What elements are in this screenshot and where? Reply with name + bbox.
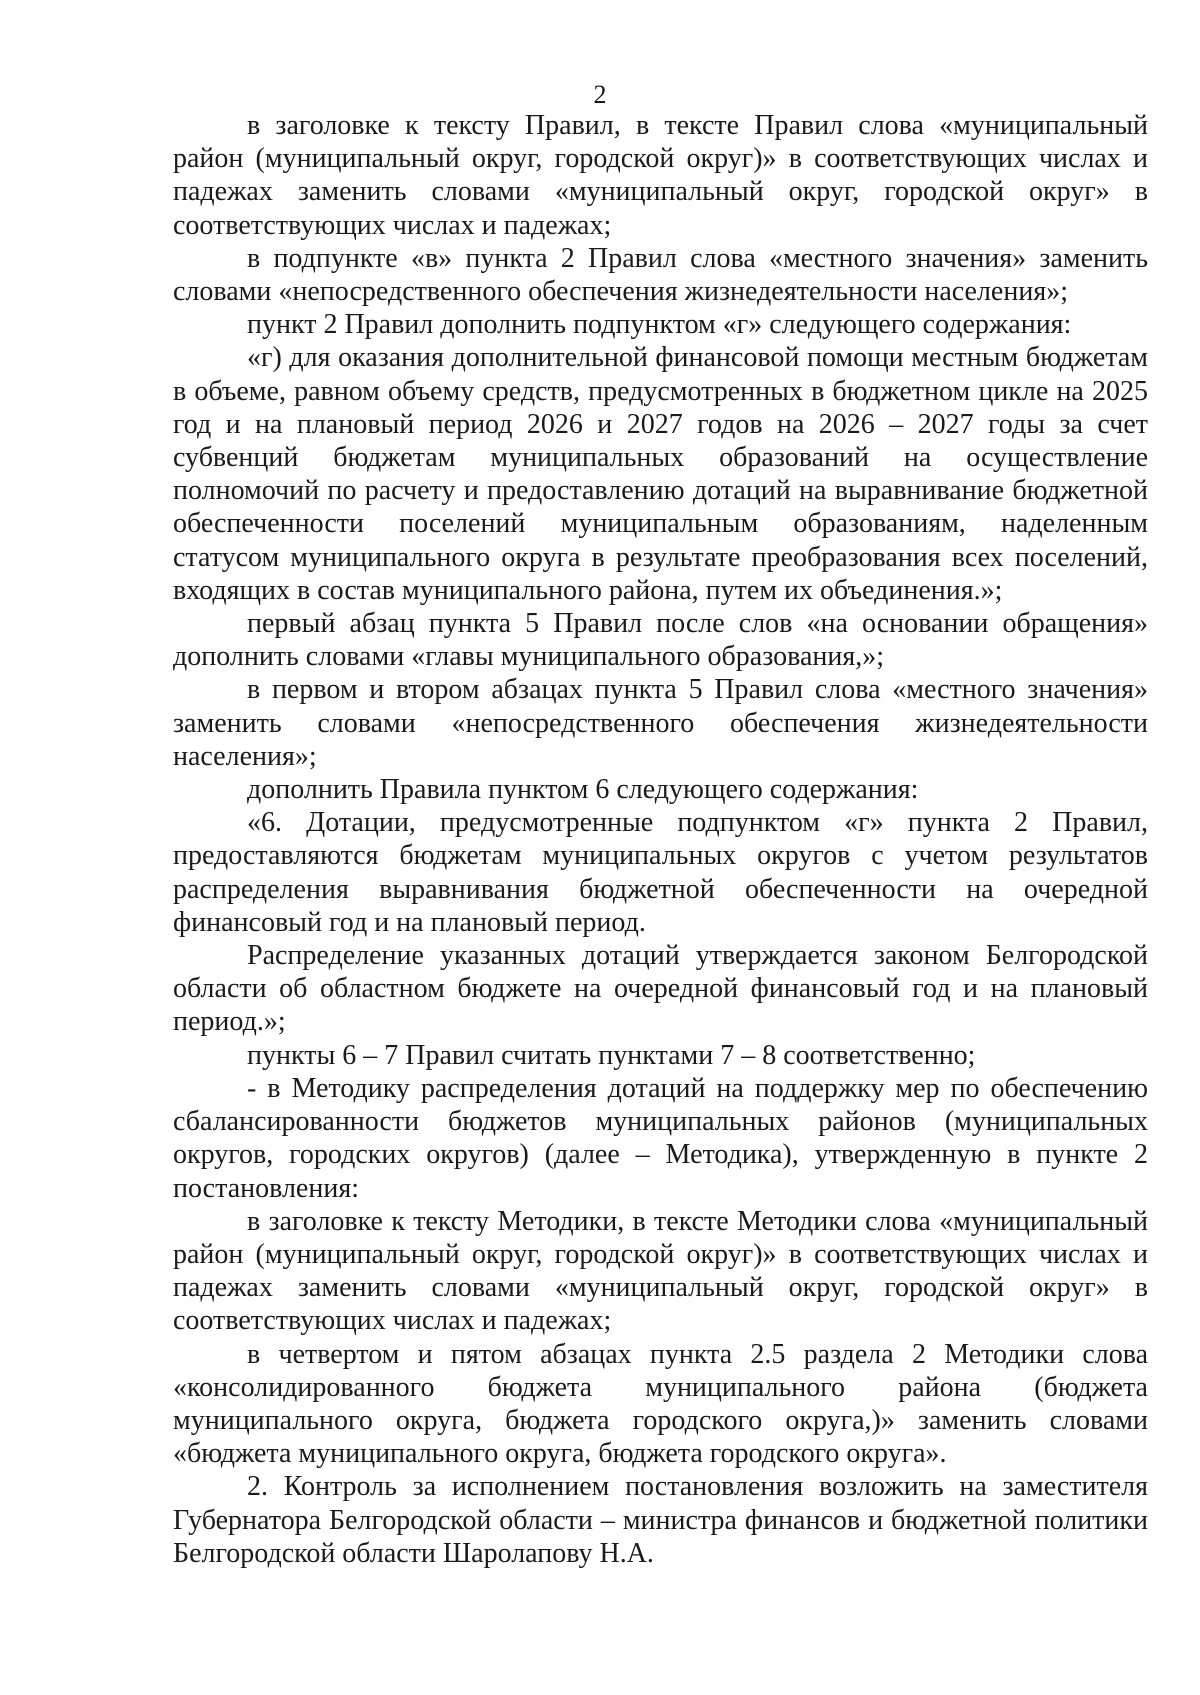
paragraph: в четвертом и пятом абзацах пункта 2.5 раздела 2 Методики слова «консолидированного бюджета муниципального района (бюджета муниципального округа, бюджета городского округа,)» заменить словами «бюджета муниципального округа, бюджета городского округа».	[173, 1338, 1148, 1470]
paragraph: - в Методику распределения дотаций на поддержку мер по обеспечению сбалансированности бюджетов муниципальных районов (муниципальных округов, городских округов) (далее – Методика), утвержденную в пункте 2 постановления:	[173, 1072, 1148, 1204]
document-body	[173, 109, 1148, 1570]
paragraph: дополнить Правила пунктом 6 следующего содержания:	[247, 774, 919, 806]
paragraph: Распределение указанных дотаций утверждается законом Белгородской области об областном бюджете на очередной финансовый год и на плановый период.»;	[173, 940, 1148, 1038]
page-number: 2	[593, 80, 607, 109]
paragraph: 2. Контроль за исполнением постановления возложить на заместителя Губернатора Белгородской области – министра финансов и бюджетной политики Белгородской области Шаролапову Н.А.	[173, 1471, 1148, 1569]
paragraph: в заголовке к тексту Правил, в тексте Правил слова «муниципальный район (муниципальный округ, городской округ)» в соответствующих числах и падежах заменить словами «муниципальный округ, городской округ» в соответствующих числах и падежах;	[173, 110, 1148, 241]
paragraph: «г) для оказания дополнительной финансовой помощи местным бюджетам в объеме, равном объему средств, предусмотренных в бюджетном цикле на 2025 год и на плановый период 2026 и 2027 годов на 2026 – 2027 годы за счет субвенций бюджетам муниципальных образований на осуществление полномочий по расчету и предоставлению дотаций на выравнивание бюджетной обеспеченности поселений муниципальным образованиям, наделенным статусом муниципального округа в результате преобразования всех поселений, входящих в состав муниципального района, путем их объединения.»;	[173, 342, 1148, 606]
paragraph: в первом и втором абзацах пункта 5 Правил слова «местного значения» заменить словами «непосредственного обеспечения жизнедеятельности населения»;	[173, 674, 1148, 772]
paragraph: «6. Дотации, предусмотренные подпунктом «г» пункта 2 Правил, предоставляются бюджетам муниципальных округов с учетом результатов распределения выравнивания бюджетной обеспеченности на очередной финансовый год и на плановый период.	[173, 807, 1148, 938]
paragraph: в подпункте «в» пункта 2 Правил слова «местного значения» заменить словами «непосредственного обеспечения жизнедеятельности населения»;	[173, 242, 1148, 308]
paragraph: первый абзац пункта 5 Правил после слов «на основании обращения» дополнить словами «главы муниципального образования,»;	[173, 608, 1148, 673]
paragraph: пункт 2 Правил дополнить подпунктом «г» следующего содержания:	[247, 309, 1072, 341]
paragraph: пункты 6 – 7 Правил считать пунктами 7 – 8 соответственно;	[247, 1039, 976, 1071]
paragraph: в заголовке к тексту Методики, в тексте Методики слова «муниципальный район (муниципальный округ, городской округ)» в соответствующих числах и падежах заменить словами «муниципальный округ, городской округ» в соответствующих числах и падежах;	[173, 1205, 1148, 1337]
